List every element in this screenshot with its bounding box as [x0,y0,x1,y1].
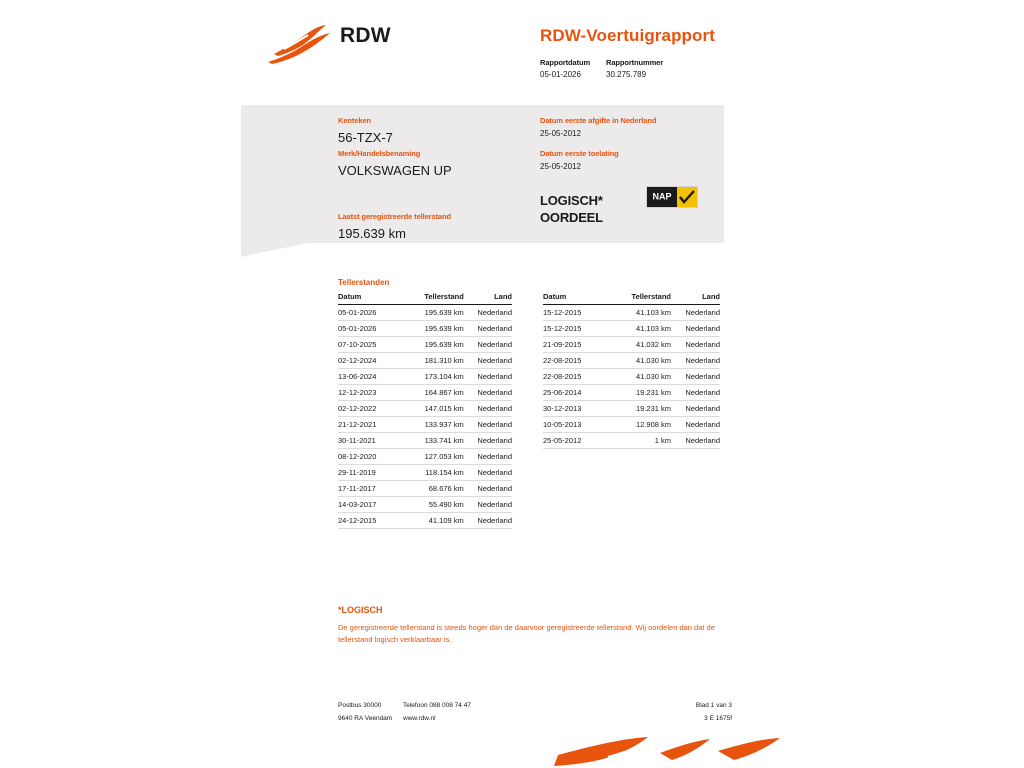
table-row [543,417,720,433]
table-row [338,481,512,497]
cell-datum: 13-06-2024 [338,372,377,381]
cell-land: Nederland [685,404,720,413]
cell-tellerstand: 41.103 km [635,324,672,333]
table-row [543,433,720,449]
cell-land: Nederland [685,356,720,365]
cell-land: Nederland [685,436,720,445]
report-date-value: 05-01-2026 [540,70,581,79]
eerste-afgifte-label: Datum eerste afgifte in Nederland [540,116,657,125]
cell-datum: 05-01-2026 [338,308,377,317]
note-body: De geregistreerde tellerstand is steeds hoger dan de daarvoor geregistreerde tellerstand. Wij oordelen dan dat de tellerstand logisch verklaarbaar is. [338,623,715,644]
cell-land: Nederland [477,308,512,317]
table-header-row [338,292,512,305]
cell-land: Nederland [477,468,512,477]
table-row [338,385,512,401]
cell-land: Nederland [477,356,512,365]
table-row [338,449,512,465]
cell-tellerstand: 41.030 km [635,372,672,381]
footer-code: 3 E 1675f [704,715,732,722]
cell-land: Nederland [477,420,512,429]
cell-datum: 07-10-2025 [338,340,377,349]
note-title [338,605,383,615]
cell-datum: 14-03-2017 [338,500,377,509]
merk-label: Merk/Handelsbenaming [338,149,421,158]
footer-page-number: Blad 1 van 3 [695,702,732,709]
rdw-flag-logo-icon [268,24,338,66]
eerste-toelating-field [540,149,619,171]
oordeel-line-2: OORDEEL [540,210,603,225]
merk-field [338,149,452,178]
cell-datum: 21-12-2021 [338,420,377,429]
cell-land: Nederland [685,420,720,429]
cell-tellerstand: 127.053 km [424,452,464,461]
eerste-toelating-value: 25-05-2012 [540,162,581,171]
cell-land: Nederland [477,436,512,445]
nap-check-badge-icon [646,186,698,208]
cell-tellerstand: 147.015 km [424,404,464,413]
cell-land: Nederland [685,340,720,349]
footer-website[interactable]: www.rdw.nl [403,715,436,722]
cell-datum: 08-12-2020 [338,452,377,461]
cell-land: Nederland [477,516,512,525]
cell-datum: 25-06-2014 [543,388,582,397]
report-title: RDW-Voertuigrapport [540,26,716,45]
table-row [338,353,512,369]
table-row [543,353,720,369]
tellerstanden-table-left [338,292,512,529]
footer-right [660,702,732,728]
cell-land: Nederland [477,500,512,509]
table-row [543,337,720,353]
cell-tellerstand: 1 km [654,436,672,445]
cell-tellerstand: 55.490 km [428,500,464,509]
cell-land: Nederland [685,324,720,333]
cell-land: Nederland [477,452,512,461]
bottom-decorative-flag-icon [548,735,788,768]
table-body-left [338,305,512,529]
cell-datum: 12-12-2023 [338,388,377,397]
table-header-row [543,292,720,305]
column-header-tellerstand: Tellerstand [424,292,464,301]
cell-land: Nederland [477,388,512,397]
table-body-right [543,305,720,449]
table-row [543,305,720,321]
table-row [338,369,512,385]
table-row [338,337,512,353]
cell-datum: 21-09-2015 [543,340,582,349]
note-star: * [338,605,342,615]
table-row [338,497,512,513]
footer-plaats: 9640 RA Veendam [338,715,393,722]
cell-datum: 29-11-2019 [338,468,376,477]
table-row [338,417,512,433]
panel-corner-notch [241,243,307,257]
cell-datum: 24-12-2015 [338,516,377,525]
cell-datum: 10-05-2013 [543,420,582,429]
column-header-land: Land [494,292,512,301]
footer-postbus: Postbus 30000 [338,702,382,709]
cell-datum: 22-08-2015 [543,372,582,381]
table-row [338,321,512,337]
cell-tellerstand: 195.639 km [424,340,464,349]
tellerstanden-section-title: Tellerstanden [338,278,390,287]
cell-tellerstand: 19.231 km [635,404,672,413]
cell-tellerstand: 41.109 km [428,516,464,525]
cell-tellerstand: 41.103 km [635,308,672,317]
cell-land: Nederland [477,324,512,333]
oordeel-line-1: LOGISCH* [540,193,603,208]
kenteken-label: Kenteken [338,116,371,125]
cell-land: Nederland [477,404,512,413]
svg-text:NAP: NAP [652,191,672,202]
cell-datum: 02-12-2024 [338,356,377,365]
table-row [338,465,512,481]
table-row [338,305,512,321]
cell-tellerstand: 12.908 km [635,420,672,429]
cell-datum: 25-05-2012 [543,436,582,445]
table-row [338,401,512,417]
cell-tellerstand: 41.030 km [635,356,672,365]
cell-tellerstand: 133.937 km [424,420,464,429]
table-row [543,401,720,417]
cell-datum: 30-11-2021 [338,436,376,445]
note-title-text: LOGISCH [341,605,383,615]
report-number-value: 30.275.789 [606,70,647,79]
column-header-datum: Datum [338,292,362,301]
cell-tellerstand: 181.310 km [424,356,464,365]
cell-tellerstand: 41.032 km [635,340,672,349]
cell-datum: 22-08-2015 [543,356,582,365]
report-date-block [540,58,606,79]
cell-tellerstand: 164.867 km [424,388,464,397]
laatste-tellerstand-label: Laatst geregistreerde tellerstand [338,212,451,221]
eerste-toelating-label: Datum eerste toelating [540,149,619,158]
eerste-afgifte-value: 25-05-2012 [540,129,581,138]
cell-tellerstand: 195.639 km [424,324,464,333]
cell-land: Nederland [685,372,720,381]
column-header-datum: Datum [543,292,567,301]
cell-datum: 15-12-2015 [543,308,582,317]
cell-tellerstand: 68.676 km [428,484,464,493]
table-row [543,321,720,337]
cell-tellerstand: 19.231 km [635,388,672,397]
cell-datum: 30-12-2013 [543,404,582,413]
column-header-land: Land [702,292,720,301]
footer-telefoon: Telefoon 088 008 74 47 [403,702,471,709]
oordeel-block [540,192,603,226]
cell-tellerstand: 133.741 km [424,436,464,445]
laatste-tellerstand-value: 195.639 km [338,226,406,241]
cell-land: Nederland [685,308,720,317]
cell-datum: 17-11-2017 [338,484,376,493]
cell-datum: 15-12-2015 [543,324,582,333]
column-header-tellerstand: Tellerstand [631,292,672,301]
report-number-label: Rapportnummer [606,58,664,67]
kenteken-field [338,116,393,145]
report-number-block [606,58,663,79]
cell-datum: 05-01-2026 [338,324,377,333]
table-row [338,513,512,529]
merk-value: VOLKSWAGEN UP [338,163,452,178]
cell-tellerstand: 173.104 km [424,372,464,381]
eerste-afgifte-field [540,116,656,138]
cell-land: Nederland [477,484,512,493]
cell-tellerstand: 118.154 km [425,468,464,477]
report-meta [540,58,780,79]
table-row [543,385,720,401]
report-date-label: Rapportdatum [540,58,591,67]
table-row [338,433,512,449]
cell-land: Nederland [477,372,512,381]
tellerstanden-table-right [543,292,720,449]
cell-datum: 02-12-2022 [338,404,377,413]
brand-title: RDW [340,24,391,47]
table-row [543,369,720,385]
cell-tellerstand: 195.639 km [424,308,464,317]
kenteken-value: 56-TZX-7 [338,130,393,145]
laatste-tellerstand-field [338,212,451,241]
cell-land: Nederland [477,340,512,349]
cell-land: Nederland [685,388,720,397]
